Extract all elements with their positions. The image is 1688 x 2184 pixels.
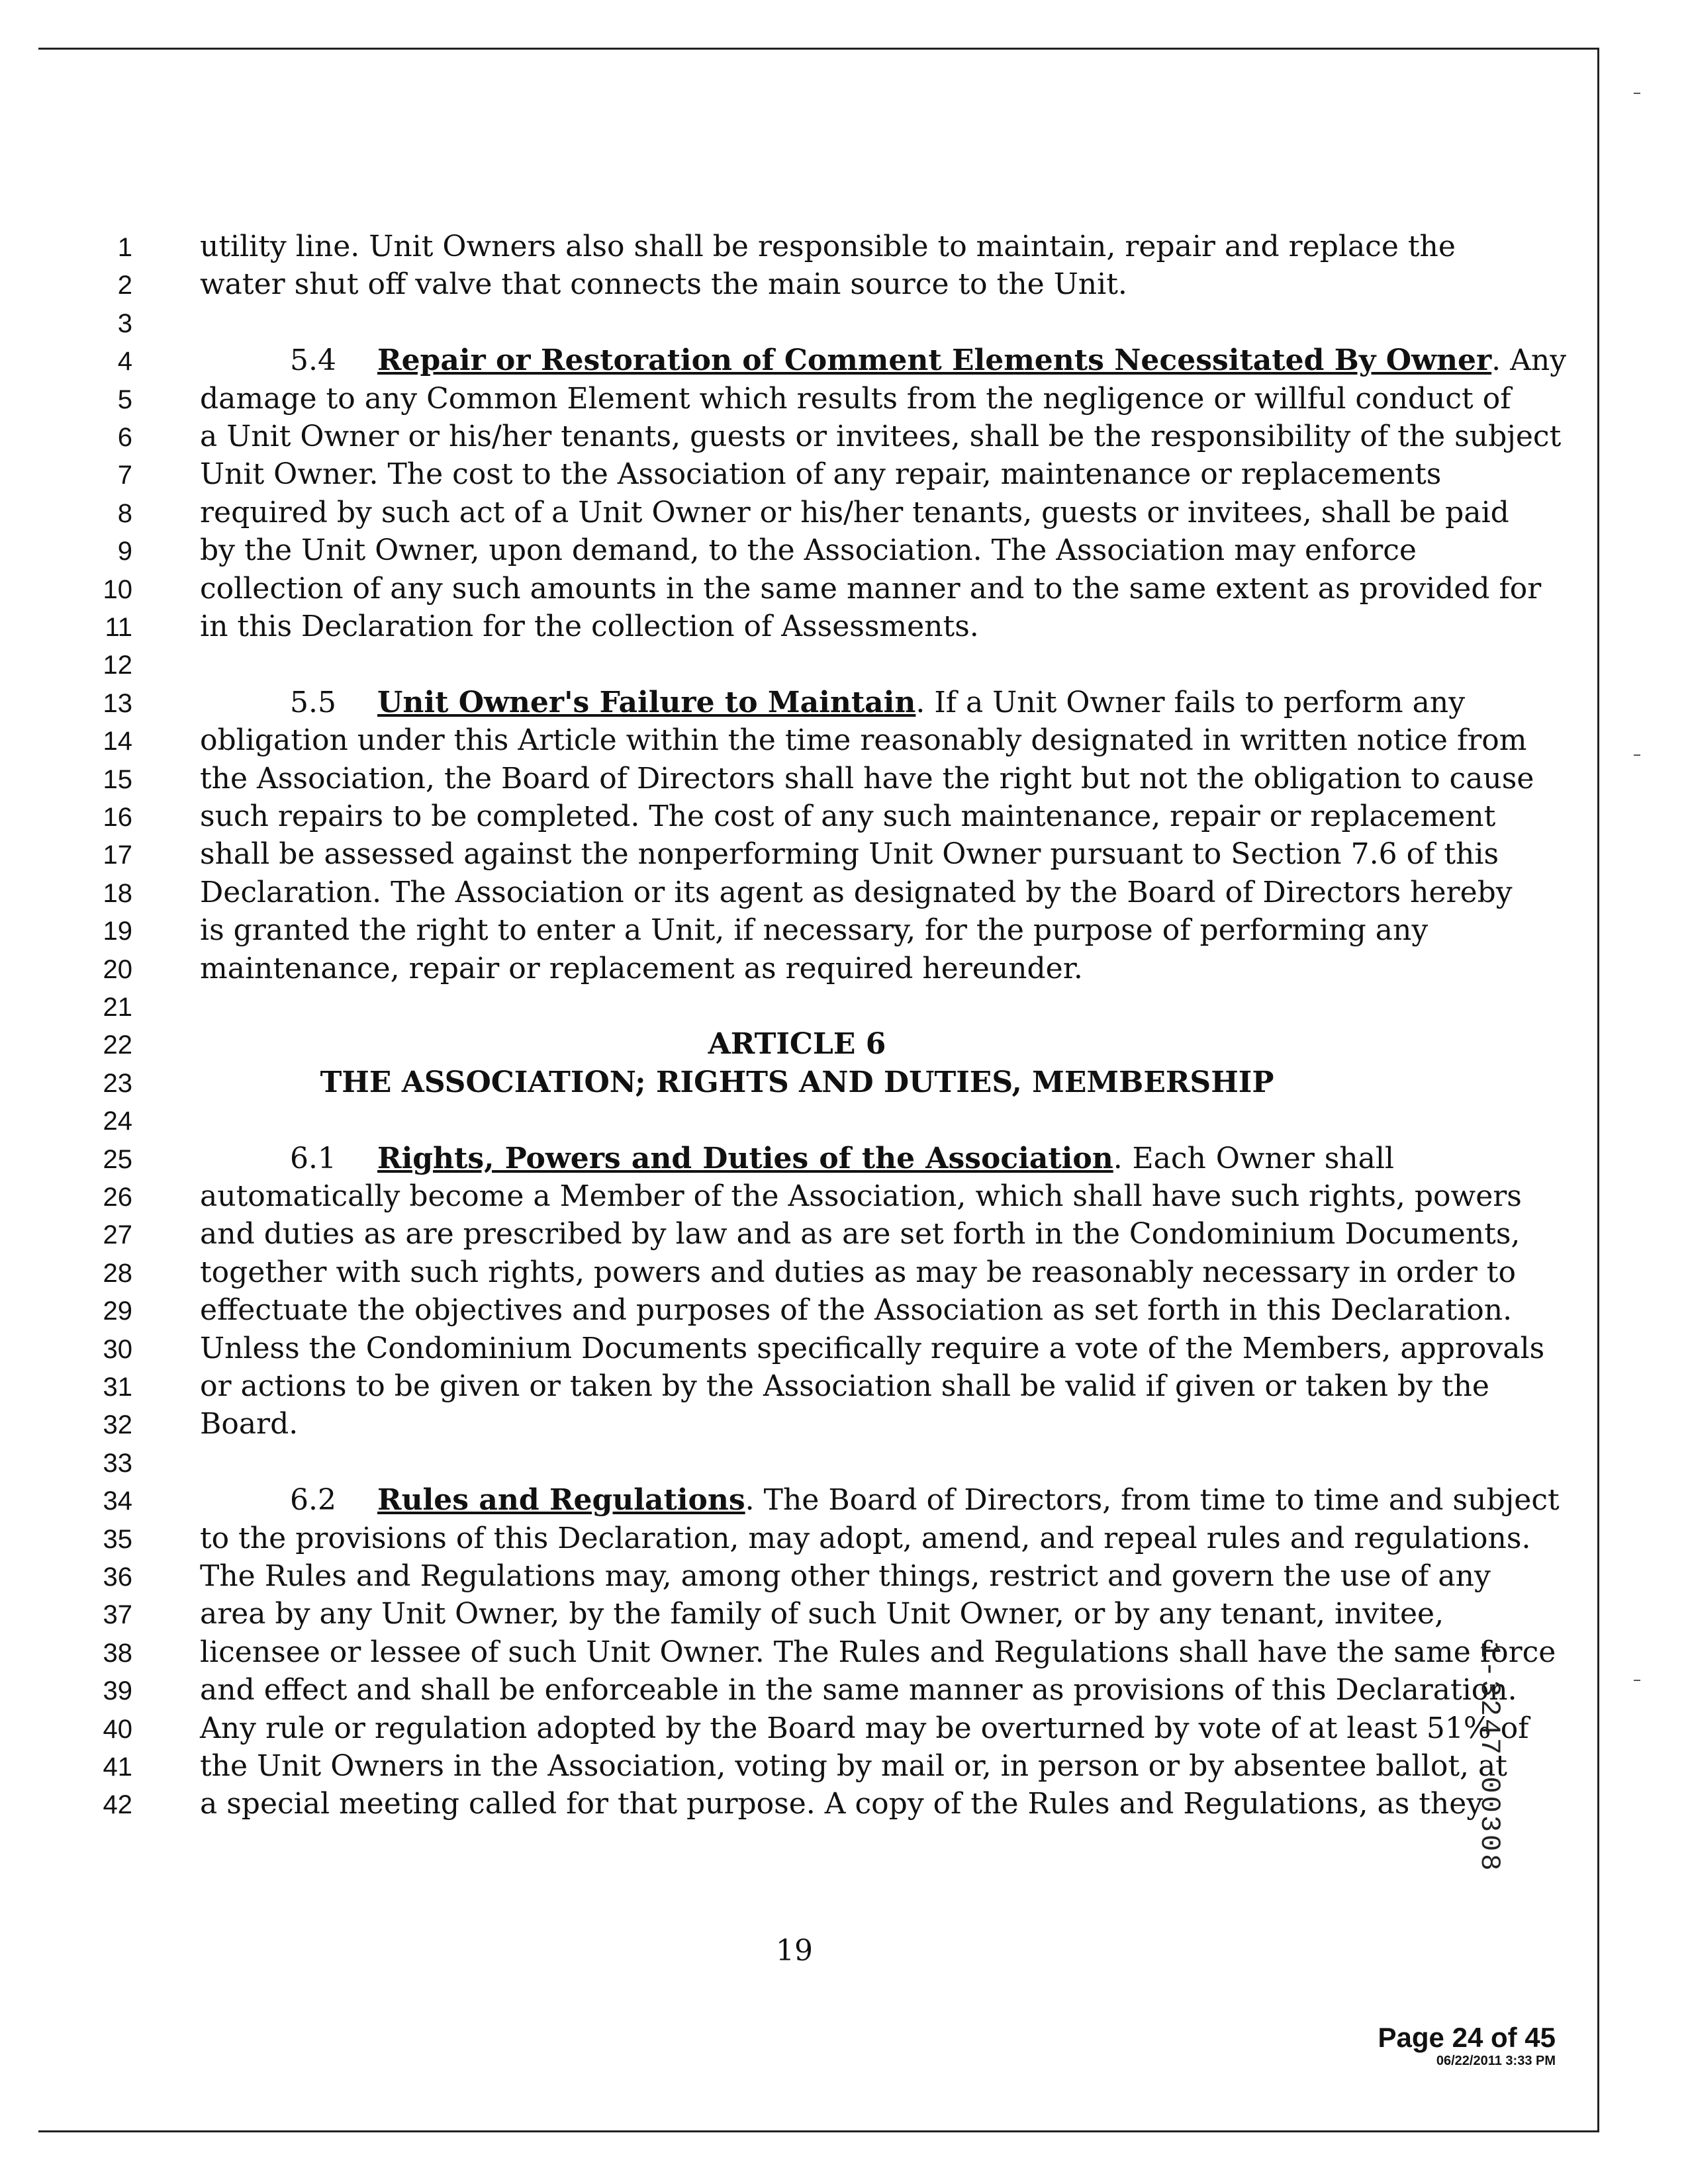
body-text-line: Unit Owner. The cost to the Association of any repair, maintenance or replacements bbox=[200, 457, 1442, 491]
body-text-line: licensee or lessee of such Unit Owner. The Rules and Regulations shall have the same force bbox=[200, 1635, 1556, 1669]
line-number: 13 bbox=[103, 689, 132, 718]
line-number: 28 bbox=[103, 1259, 132, 1288]
line-number: 20 bbox=[103, 955, 132, 984]
section-title: Unit Owner's Failure to Maintain bbox=[377, 686, 916, 719]
body-text-line: required by such act of a Unit Owner or his/her tenants, guests or invitees, shall be paid bbox=[200, 496, 1509, 529]
body-text-line: to the provisions of this Declaration, may adopt, amend, and repeal rules and regulations. bbox=[200, 1522, 1531, 1555]
section-title: Rules and Regulations bbox=[377, 1483, 745, 1517]
body-text-line: and duties as are prescribed by law and as are set forth in the Condominium Documents, bbox=[200, 1217, 1521, 1251]
page-count-label: Page 24 of 45 bbox=[1378, 2022, 1556, 2053]
line-number: 41 bbox=[103, 1752, 132, 1782]
body-text-line: the Association, the Board of Directors shall have the right but not the obligation to cause bbox=[200, 762, 1534, 796]
section-heading-line bbox=[290, 343, 1567, 377]
line-number: 2 bbox=[117, 271, 132, 300]
line-number: 33 bbox=[103, 1449, 132, 1478]
section-heading-line bbox=[290, 686, 1466, 719]
section-heading-line bbox=[290, 1483, 1560, 1517]
line-number: 30 bbox=[103, 1335, 132, 1364]
body-text-line: Board. bbox=[200, 1407, 299, 1441]
line-number: 18 bbox=[103, 879, 132, 908]
body-text-line: a special meeting called for that purpose. A copy of the Rules and Regulations, as they bbox=[200, 1787, 1483, 1821]
page-number: 19 bbox=[776, 1934, 813, 1968]
section-number: 6.1 bbox=[290, 1142, 336, 1175]
section-text: . Any bbox=[1491, 343, 1567, 377]
line-number: 1 bbox=[117, 233, 132, 262]
section-number: 5.5 bbox=[290, 686, 336, 719]
line-number: 21 bbox=[103, 993, 132, 1022]
line-number: 22 bbox=[103, 1030, 132, 1060]
line-number: 42 bbox=[103, 1790, 132, 1819]
right-border bbox=[1597, 48, 1599, 2132]
body-text-line: such repairs to be completed. The cost of any such maintenance, repair or replacement bbox=[200, 799, 1496, 833]
body-text-line: obligation under this Article within the time reasonably designated in written notice from bbox=[200, 723, 1527, 757]
line-number: 19 bbox=[103, 917, 132, 946]
line-number: 10 bbox=[103, 575, 132, 604]
line-number: 24 bbox=[103, 1107, 132, 1136]
line-number: 4 bbox=[117, 347, 132, 376]
line-number: 17 bbox=[103, 841, 132, 870]
body-text-line: the Unit Owners in the Association, voting by mail or, in person or by absentee ballot, at bbox=[200, 1749, 1507, 1783]
body-text-line: area by any Unit Owner, by the family of such Unit Owner, or by any tenant, invitee, bbox=[200, 1597, 1444, 1631]
body-text-line: Any rule or regulation adopted by the Board may be overturned by vote of at least 51% of bbox=[200, 1711, 1529, 1745]
body-text-line: Declaration. The Association or its agent as designated by the Board of Directors hereby bbox=[200, 876, 1513, 909]
body-text-line: The Rules and Regulations may, among other things, restrict and govern the use of any bbox=[200, 1559, 1491, 1593]
body-text-line: and effect and shall be enforceable in the same manner as provisions of this Declaration. bbox=[200, 1673, 1517, 1707]
section-text: . Each Owner shall bbox=[1113, 1142, 1394, 1175]
line-number: 3 bbox=[117, 309, 132, 338]
body-text-line: automatically become a Member of the Association, which shall have such rights, powers bbox=[200, 1179, 1522, 1213]
line-number: 31 bbox=[103, 1373, 132, 1402]
line-number: 9 bbox=[117, 537, 132, 566]
body-text-line: is granted the right to enter a Unit, if necessary, for the purpose of performing any bbox=[200, 913, 1429, 947]
section-number: 6.2 bbox=[290, 1483, 336, 1517]
margin-mark bbox=[1634, 1680, 1640, 1681]
line-number: 14 bbox=[103, 727, 132, 756]
line-number: 15 bbox=[103, 765, 132, 794]
line-number: 5 bbox=[117, 385, 132, 414]
body-text-line: shall be assessed against the nonperforming Unit Owner pursuant to Section 7.6 of this bbox=[200, 837, 1499, 871]
line-number: 34 bbox=[103, 1486, 132, 1516]
body-text-line: Unless the Condominium Documents specifically require a vote of the Members, approvals bbox=[200, 1332, 1545, 1365]
article-heading: ARTICLE 6 bbox=[708, 1027, 886, 1061]
body-text-line: by the Unit Owner, upon demand, to the Association. The Association may enforce bbox=[200, 533, 1417, 567]
line-number: 25 bbox=[103, 1145, 132, 1174]
section-text: . If a Unit Owner fails to perform any bbox=[915, 686, 1466, 719]
line-number: 26 bbox=[103, 1183, 132, 1212]
line-number: 23 bbox=[103, 1069, 132, 1098]
line-number: 7 bbox=[117, 461, 132, 490]
filing-timestamp: 06/22/2011 3:33 PM bbox=[1436, 2054, 1556, 2068]
line-number: 16 bbox=[103, 803, 132, 832]
section-text: . The Board of Directors, from time to time and subject bbox=[745, 1483, 1560, 1517]
section-title: Repair or Restoration of Comment Elements Necessitated By Owner bbox=[377, 343, 1492, 377]
body-text-line: in this Declaration for the collection of Assessments. bbox=[200, 610, 979, 643]
body-text-line: effectuate the objectives and purposes of the Association as set forth in this Declaration. bbox=[200, 1293, 1513, 1327]
line-number: 36 bbox=[103, 1563, 132, 1592]
line-number: 12 bbox=[103, 651, 132, 680]
body-text-line: a Unit Owner or his/her tenants, guests or invitees, shall be the responsibility of the subject bbox=[200, 420, 1562, 453]
line-number: 11 bbox=[105, 613, 132, 642]
line-number: 35 bbox=[103, 1525, 132, 1554]
body-text-line: damage to any Common Element which results from the negligence or willful conduct of bbox=[200, 382, 1511, 416]
section-title: Rights, Powers and Duties of the Association bbox=[377, 1142, 1113, 1175]
body-text-line: utility line. Unit Owners also shall be responsible to maintain, repair and replace the bbox=[200, 230, 1456, 263]
section-heading-line bbox=[290, 1144, 1394, 1174]
line-number: 27 bbox=[103, 1220, 132, 1250]
body-text-line: or actions to be given or taken by the Association shall be valid if given or taken by the bbox=[200, 1369, 1489, 1403]
bottom-border bbox=[38, 2130, 1599, 2132]
body-text-line: water shut off valve that connects the main source to the Unit. bbox=[200, 267, 1127, 301]
line-number: 8 bbox=[117, 499, 132, 528]
line-number: 32 bbox=[103, 1410, 132, 1439]
line-number: 40 bbox=[103, 1715, 132, 1744]
article-heading: THE ASSOCIATION; RIGHTS AND DUTIES, MEMBERSHIP bbox=[320, 1066, 1274, 1099]
line-number: 37 bbox=[103, 1600, 132, 1629]
line-number: 6 bbox=[117, 423, 132, 452]
section-number: 5.4 bbox=[290, 343, 336, 377]
line-number: 29 bbox=[103, 1297, 132, 1326]
line-number: 39 bbox=[103, 1676, 132, 1706]
body-text-line: collection of any such amounts in the same manner and to the same extent as provided for bbox=[200, 572, 1542, 606]
top-border bbox=[38, 48, 1599, 50]
line-number: 38 bbox=[103, 1639, 132, 1668]
body-text-line: together with such rights, powers and duties as may be reasonably necessary in order to bbox=[200, 1255, 1516, 1289]
margin-mark bbox=[1634, 93, 1640, 94]
margin-mark bbox=[1634, 754, 1640, 756]
recording-stamp: 1-3247 00308 bbox=[1474, 1641, 1505, 1874]
body-text-line: maintenance, repair or replacement as required hereunder. bbox=[200, 952, 1083, 985]
